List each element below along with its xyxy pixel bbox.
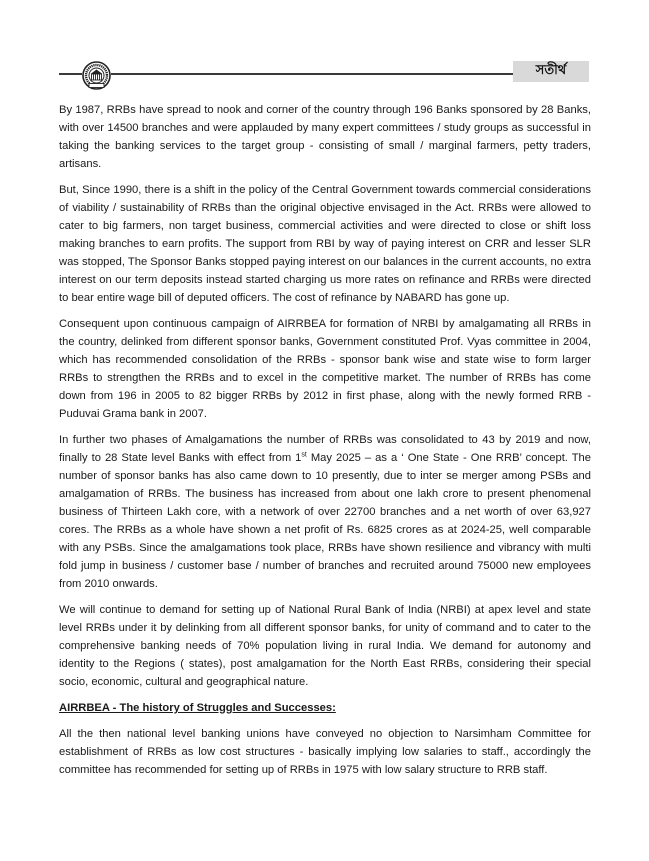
paragraph-nrbi-demand: We will continue to demand for setting up of National Rural Bank of India (NRBI) at apex level and state level RRBs under it by delinking from all different sponsor banks, for unity of command and to cater to the comprehensive banking needs of 70% population living in rural India. We demand for autonomy and identity to the Regions ( states), post amalgamation for the North East RRBs, considering their special socio, economic, cultural and geographical nature. xyxy=(59,604,591,688)
paragraph-amalgamations-part2: May 2025 – as a ‘ One State - One RRB’ concept. The number of sponsor banks has also came down to 10 presently, due to inter se merger among PSBs and amalgamation of RRBs. The business has increased from about one lakh crore to present phenomenal business of Thirteen Lakh core, with a network of over 22700 branches and a net worth of over 63,927 cores. The RRBs as a whole have shown a net profit of Rs. 6825 crores as at 2024-25, well comparable with any PSBs. Since the amalgamations took place, RRBs have shown resilience and vibrancy with multi fold jump in business / customer base / number of branches and recruited around 75000 new employees from 2010 onwards. xyxy=(59,452,591,590)
emblem-logo-icon xyxy=(82,61,111,90)
article-body xyxy=(59,101,591,787)
paragraph-amalgamations xyxy=(59,431,591,593)
paragraph-rrb-spread: By 1987, RRBs have spread to nook and corner of the country through 196 Banks sponsored by 28 Banks, with over 14500 branches and were applauded by many expert committees / study groups as successful in taking the banking services to the target group - consisting of small / marginal farmers, petty traders, artisans. xyxy=(59,104,591,170)
paragraph-vyas-committee: Consequent upon continuous campaign of AIRRBEA for formation of NRBI by amalgamating all RRBs in the country, delinked from different sponsor banks, Government constituted Prof. Vyas committee in 2004, which has recommended consolidation of the RRBs - sponsor bank wise and state wise to form larger RRBs to strengthen the RRBs and to excel in the competitive market. The number of RRBs has come down from 196 in 2005 to 82 bigger RRBs by 2012 in first phase, along with the newly formed RRB - Puduvai Grama bank in 2007. xyxy=(59,318,591,420)
header-rule xyxy=(59,73,514,75)
section-heading: AIRRBEA - The history of Struggles and Successes: xyxy=(59,702,336,714)
paragraph-narsimham-committee: All the then national level banking unions have conveyed no objection to Narsimham Committee for establishment of RRBs as low cost structures - basically implying low salaries to staff., accordingly the committee has recommended for setting up of RRBs in 1975 with low salary structure to RRB staff. xyxy=(59,728,591,776)
publication-title-badge: সতীর্থ xyxy=(513,61,589,82)
paragraph-policy-shift: But, Since 1990, there is a shift in the policy of the Central Government towards commercial considerations of viability / sustainability of RRBs than the original objective envisaged in the Act. RRBs were allowed to cater to big farmers, non target business, commercial activities and were directed to close or shift loss making branches to earn profits. The support from RBI by way of paying interest on CRR and lesser SLR was stopped, The Sponsor Banks stopped paying interest on our balances in the current accounts, no extra interest on our term deposits instead started charging us more rates on refinance and RRBs were directed to bear entire wage bill of deputed officers. The cost of refinance by NABARD has gone up. xyxy=(59,184,591,304)
page-header xyxy=(0,0,649,100)
ordinal-suffix: st xyxy=(301,451,307,459)
paragraph-amalgamations-part1: In further two phases of Amalgamations the number of RRBs was consolidated to 43 by 2019 and now, finally to 28 State level Banks with effect from 1 xyxy=(59,434,591,464)
